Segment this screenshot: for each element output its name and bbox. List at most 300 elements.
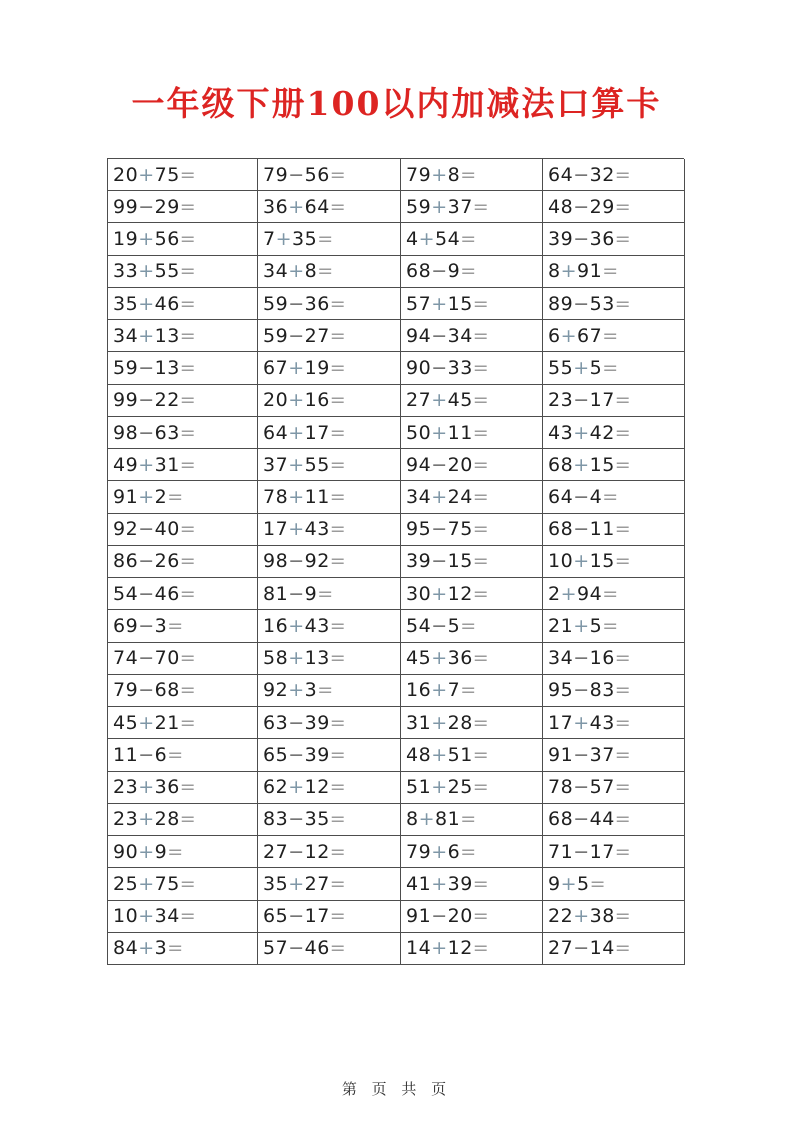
operator-sign: + (138, 453, 155, 476)
operand: 56 (304, 163, 330, 186)
operator-sign: − (573, 228, 590, 251)
operand: 83 (589, 679, 615, 702)
operand: 9 (154, 840, 168, 863)
problem-cell (108, 256, 258, 288)
operator-sign: − (431, 614, 448, 637)
operand: 34 (406, 486, 432, 508)
equals-sign: = (167, 743, 184, 766)
operator-sign: − (573, 195, 590, 218)
operator-sign: − (573, 776, 590, 799)
operator-sign: + (138, 163, 155, 186)
problem-cell (258, 933, 401, 965)
operator-sign: − (573, 292, 590, 315)
equals-sign: = (472, 389, 490, 412)
operator-sign: − (573, 937, 590, 960)
operand: 16 (589, 647, 615, 670)
problem-cell (401, 320, 543, 352)
operand: 8 (304, 260, 318, 283)
problem-cell (543, 385, 685, 417)
equals-sign: = (614, 550, 632, 573)
equals-sign: = (329, 163, 347, 186)
equals-sign: = (317, 679, 334, 702)
operand: 31 (154, 453, 180, 476)
operand: 17 (304, 905, 330, 928)
problem-cell (401, 578, 543, 610)
operand: 34 (548, 647, 574, 670)
operand: 98 (263, 550, 289, 573)
equals-sign: = (317, 582, 334, 605)
operand: 56 (154, 228, 180, 251)
problem-cell (108, 288, 258, 320)
operand: 32 (589, 163, 615, 186)
operand: 43 (548, 421, 574, 444)
operand: 11 (113, 743, 139, 766)
operand: 14 (406, 937, 432, 960)
problem-cell (108, 739, 258, 771)
operator-sign: − (431, 453, 448, 476)
operand: 63 (154, 421, 180, 444)
operator-sign: + (431, 421, 448, 444)
equals-sign: = (614, 518, 632, 541)
equals-sign: = (329, 453, 347, 476)
equals-sign: = (329, 421, 347, 444)
operator-sign: + (288, 647, 305, 670)
operator-sign: + (560, 872, 578, 895)
equals-sign: = (329, 389, 347, 412)
operand: 81 (263, 582, 289, 605)
operand: 39 (304, 743, 330, 766)
operand: 64 (304, 195, 330, 218)
operator-sign: + (288, 260, 305, 283)
problem-cell (543, 159, 685, 191)
operator-sign: + (431, 840, 448, 863)
operand: 11 (304, 486, 330, 508)
problem-cell (258, 256, 401, 288)
operand: 39 (548, 228, 574, 251)
operator-sign: + (138, 937, 155, 960)
operand: 29 (589, 195, 615, 218)
problem-cell (258, 449, 401, 481)
operand: 5 (589, 614, 603, 637)
operator-sign: + (138, 905, 155, 928)
operand: 57 (406, 292, 432, 315)
operand: 78 (548, 776, 574, 799)
operator-sign: − (138, 195, 155, 218)
equals-sign: = (614, 421, 632, 444)
problem-cell (108, 481, 258, 513)
operator-sign: + (138, 324, 155, 347)
operator-sign: + (288, 776, 305, 799)
page-footer: 第 页 共 页 (341, 1080, 452, 1098)
operand: 99 (113, 389, 139, 412)
operand: 53 (589, 292, 615, 315)
operand: 68 (548, 453, 574, 476)
equals-sign: = (460, 840, 477, 863)
equals-sign: = (614, 679, 632, 702)
operator-sign: + (288, 518, 305, 541)
operand: 3 (304, 679, 318, 702)
operand: 27 (263, 840, 289, 863)
operand: 23 (113, 808, 139, 831)
problem-cell (258, 578, 401, 610)
operand: 92 (263, 679, 289, 702)
operator-sign: − (431, 905, 448, 928)
operand: 6 (154, 743, 168, 766)
operand: 65 (263, 905, 289, 928)
operand: 37 (589, 743, 615, 766)
operand: 94 (577, 582, 603, 605)
operand: 21 (154, 711, 180, 734)
problem-cell (401, 352, 543, 384)
operand: 62 (263, 776, 289, 799)
operand: 5 (447, 614, 461, 637)
equals-sign: = (472, 711, 490, 734)
operator-sign: + (431, 582, 448, 605)
operator-sign: + (431, 711, 448, 734)
page-title: 一年级下册100以内加减法口算卡 (131, 84, 662, 123)
operator-sign: + (288, 614, 305, 637)
operator-sign: − (288, 711, 305, 734)
equals-sign: = (329, 486, 347, 508)
equals-sign: = (329, 743, 347, 766)
problem-cell (543, 288, 685, 320)
operator-sign: − (573, 518, 590, 541)
operand: 12 (304, 840, 330, 863)
equals-sign: = (329, 840, 347, 863)
operand: 43 (589, 711, 615, 734)
operand: 20 (113, 163, 139, 186)
operator-sign: + (560, 324, 578, 347)
problem-cell (543, 707, 685, 739)
operand: 83 (263, 808, 289, 831)
operand: 22 (548, 905, 574, 928)
operand: 13 (154, 357, 180, 380)
operand: 81 (435, 808, 461, 831)
operator-sign: + (288, 872, 305, 895)
problem-cell (543, 804, 685, 836)
operand: 9 (447, 260, 461, 283)
equals-sign: = (614, 292, 632, 315)
operand: 36 (304, 292, 330, 315)
operand: 11 (447, 421, 473, 444)
equals-sign: = (614, 163, 632, 186)
operator-sign: + (138, 486, 155, 508)
equals-sign: = (614, 195, 632, 218)
equals-sign: = (179, 260, 197, 283)
operand: 71 (548, 840, 574, 863)
problem-cell (401, 933, 543, 965)
operand: 95 (406, 518, 432, 541)
problem-cell (401, 643, 543, 675)
operand: 89 (548, 292, 574, 315)
operand: 43 (304, 518, 330, 541)
operator-sign: + (418, 228, 436, 251)
problem-cell (543, 223, 685, 255)
equals-sign: = (179, 711, 197, 734)
equals-sign: = (472, 937, 490, 960)
problem-cell (401, 223, 543, 255)
operator-sign: − (138, 647, 155, 670)
operator-sign: + (418, 808, 436, 831)
operand: 54 (113, 582, 139, 605)
operand: 36 (154, 776, 180, 799)
problem-cell (258, 836, 401, 868)
operand: 21 (548, 614, 574, 637)
operand: 49 (113, 453, 139, 476)
operator-sign: + (431, 163, 448, 186)
problem-cell (108, 546, 258, 578)
problem-cell (258, 707, 401, 739)
operand: 50 (406, 421, 432, 444)
operator-sign: + (288, 421, 305, 444)
problems-table (107, 158, 684, 965)
problem-cell (108, 675, 258, 707)
equals-sign: = (614, 228, 632, 251)
operand: 5 (577, 872, 590, 895)
operand: 92 (304, 550, 330, 573)
operator-sign: − (138, 743, 155, 766)
operator-sign: − (288, 808, 305, 831)
operand: 37 (447, 195, 473, 218)
problem-cell (258, 223, 401, 255)
equals-sign: = (460, 228, 477, 251)
operand: 12 (447, 937, 473, 960)
problem-cell (401, 836, 543, 868)
equals-sign: = (472, 647, 490, 670)
operator-sign: − (138, 357, 155, 380)
problem-cell (108, 385, 258, 417)
operand: 15 (447, 292, 473, 315)
operator-sign: + (431, 937, 448, 960)
operand: 44 (589, 808, 615, 831)
operator-sign: − (138, 614, 155, 637)
equals-sign: = (602, 582, 619, 605)
problem-cell (108, 191, 258, 223)
operand: 90 (406, 357, 432, 380)
operator-sign: + (573, 357, 590, 380)
operand: 95 (548, 679, 574, 702)
operator-sign: + (560, 260, 578, 283)
operand: 40 (154, 518, 180, 541)
equals-sign: = (179, 195, 197, 218)
equals-sign: = (472, 292, 490, 315)
equals-sign: = (472, 518, 490, 541)
problem-cell (258, 417, 401, 449)
problem-cell (258, 514, 401, 546)
operand: 35 (263, 872, 289, 895)
operand: 51 (447, 743, 473, 766)
operand: 5 (589, 357, 603, 380)
problem-cell (401, 901, 543, 933)
equals-sign: = (614, 840, 632, 863)
operand: 79 (406, 163, 432, 186)
problem-cell (543, 610, 685, 642)
equals-sign: = (614, 808, 632, 831)
problem-cell (108, 707, 258, 739)
problem-cell (543, 836, 685, 868)
operand: 25 (447, 776, 473, 799)
equals-sign: = (602, 614, 619, 637)
equals-sign: = (329, 937, 347, 960)
operand: 94 (406, 324, 432, 347)
operand: 37 (263, 453, 289, 476)
operator-sign: + (288, 453, 305, 476)
equals-sign: = (167, 486, 184, 508)
operand: 64 (548, 163, 574, 186)
operand: 27 (304, 324, 330, 347)
operator-sign: − (288, 743, 305, 766)
operand: 39 (447, 872, 473, 895)
problem-cell (401, 385, 543, 417)
problem-cell (401, 546, 543, 578)
problem-cell (543, 675, 685, 707)
equals-sign: = (179, 389, 197, 412)
operator-sign: − (431, 324, 448, 347)
operand: 25 (113, 872, 139, 895)
equals-sign: = (472, 324, 490, 347)
operand: 20 (447, 453, 473, 476)
operand: 8 (406, 808, 419, 831)
problem-cell (258, 385, 401, 417)
operator-sign: + (431, 647, 448, 670)
operand: 55 (154, 260, 180, 283)
equals-sign: = (329, 195, 347, 218)
equals-sign: = (472, 453, 490, 476)
operand: 9 (548, 872, 561, 895)
equals-sign: = (614, 711, 632, 734)
problem-cell (401, 675, 543, 707)
operator-sign: − (288, 840, 305, 863)
operator-sign: + (573, 421, 590, 444)
operand: 36 (589, 228, 615, 251)
operator-sign: − (288, 582, 305, 605)
operand: 7 (447, 679, 461, 702)
problem-cell (258, 804, 401, 836)
equals-sign: = (460, 679, 477, 702)
equals-sign: = (329, 872, 347, 895)
operand: 46 (154, 582, 180, 605)
equals-sign: = (602, 357, 619, 380)
operand: 36 (447, 647, 473, 670)
equals-sign: = (460, 260, 477, 283)
operator-sign: + (288, 357, 305, 380)
operand: 4 (589, 486, 603, 508)
operand: 17 (589, 389, 615, 412)
problem-cell (108, 578, 258, 610)
equals-sign: = (472, 872, 490, 895)
problem-cell (258, 546, 401, 578)
equals-sign: = (179, 357, 197, 380)
operand: 31 (406, 711, 432, 734)
operator-sign: − (573, 679, 590, 702)
operator-sign: + (288, 486, 305, 508)
operand: 34 (154, 905, 180, 928)
problem-cell (543, 449, 685, 481)
operand: 94 (406, 453, 432, 476)
operand: 79 (113, 679, 139, 702)
problem-cell (401, 288, 543, 320)
operator-sign: + (138, 840, 155, 863)
problem-cell (258, 901, 401, 933)
problem-cell (108, 804, 258, 836)
operand: 68 (406, 260, 432, 283)
operator-sign: − (573, 389, 590, 412)
operand: 75 (154, 163, 180, 186)
operand: 55 (548, 357, 574, 380)
operand: 39 (304, 711, 330, 734)
operand: 12 (447, 582, 473, 605)
problem-cell (401, 191, 543, 223)
operand: 28 (154, 808, 180, 831)
problem-cell (258, 191, 401, 223)
operator-sign: + (288, 195, 305, 218)
problem-cell (401, 256, 543, 288)
operator-sign: + (138, 711, 155, 734)
operand: 3 (154, 937, 168, 960)
operand: 57 (589, 776, 615, 799)
operator-sign: − (573, 163, 590, 186)
equals-sign: = (472, 776, 490, 799)
equals-sign: = (614, 937, 632, 960)
problem-cell (543, 514, 685, 546)
operand: 75 (154, 872, 180, 895)
operand: 99 (113, 195, 139, 218)
equals-sign: = (589, 872, 607, 895)
operand: 91 (113, 486, 139, 508)
equals-sign: = (179, 872, 197, 895)
equals-sign: = (329, 647, 347, 670)
operand: 2 (154, 486, 168, 508)
problem-cell (108, 514, 258, 546)
equals-sign: = (179, 163, 197, 186)
operator-sign: − (288, 550, 305, 573)
problem-cell (258, 481, 401, 513)
operand: 9 (304, 582, 318, 605)
operand: 51 (406, 776, 432, 799)
problem-cell (401, 804, 543, 836)
operand: 29 (154, 195, 180, 218)
equals-sign: = (167, 937, 184, 960)
operand: 67 (577, 324, 603, 347)
operand: 19 (304, 357, 330, 380)
operator-sign: + (431, 872, 448, 895)
operand: 16 (304, 389, 330, 412)
operand: 63 (263, 711, 289, 734)
operand: 41 (406, 872, 432, 895)
operator-sign: − (288, 292, 305, 315)
operand: 67 (263, 357, 289, 380)
problem-cell (108, 417, 258, 449)
operand: 45 (113, 711, 139, 734)
operand: 7 (263, 228, 276, 251)
operand: 54 (406, 614, 432, 637)
operand: 26 (154, 550, 180, 573)
operand: 6 (548, 324, 561, 347)
problem-cell (543, 933, 685, 965)
equals-sign: = (472, 421, 490, 444)
operand: 98 (113, 421, 139, 444)
problem-cell (108, 223, 258, 255)
operand: 48 (406, 743, 432, 766)
operand: 10 (113, 905, 139, 928)
operand: 28 (447, 711, 473, 734)
equals-sign: = (614, 743, 632, 766)
problem-cell (543, 901, 685, 933)
operand: 78 (263, 486, 289, 508)
operand: 91 (406, 905, 432, 928)
operand: 12 (304, 776, 330, 799)
operator-sign: − (138, 550, 155, 573)
